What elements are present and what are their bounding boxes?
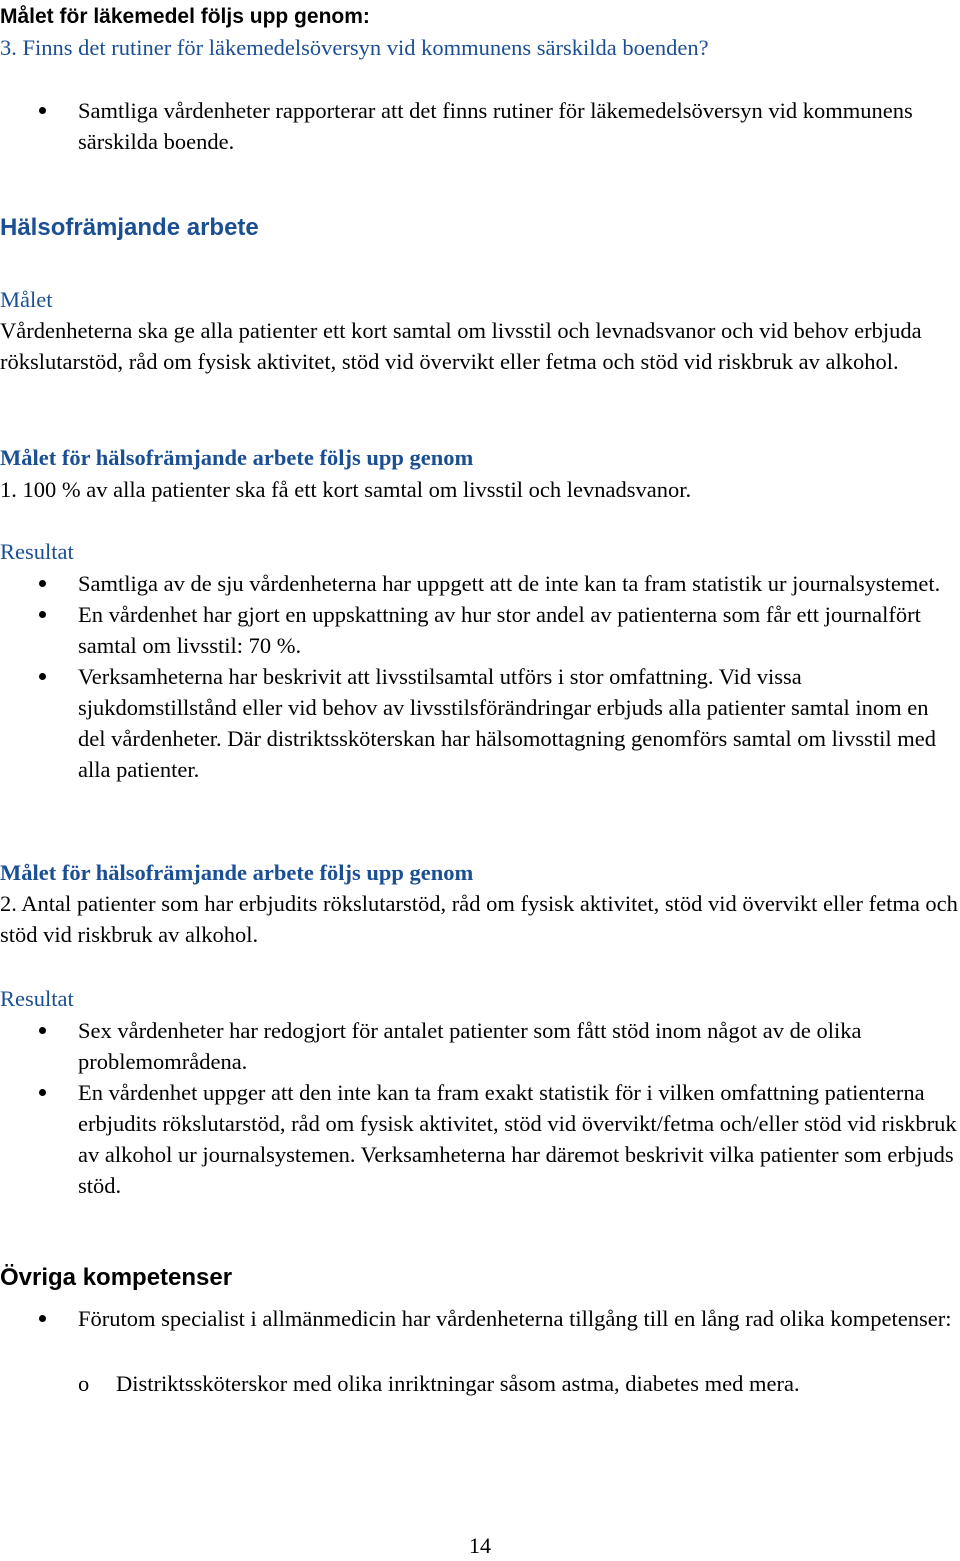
lakemedel-followup-heading: Målet för läkemedel följs upp genom: [0,5,370,28]
ovriga-sub-item [0,1368,960,1399]
sub-bullet-marker: o [78,1371,90,1396]
result-list-1 [0,568,960,785]
result-list-2 [0,1015,960,1201]
list-item: Sex vårdenheter har redogjort för antalet patienter som fått stöd inom något av de olika problemområdena. [0,1015,960,1077]
page-number: 14 [469,1533,491,1558]
followup-text-2: 2. Antal patienter som har erbjudits rökslutarstöd, råd om fysisk aktivitet, stöd vid övervikt eller fetma och stöd vid riskbruk av alkohol. [0,891,958,947]
followup-text-1: 1. 100 % av alla patienter ska få ett kort samtal om livsstil och levnadsvanor. [0,477,692,502]
list-item: En vårdenhet uppger att den inte kan ta fram exakt statistik för i vilken omfattning patienterna erbjudits rökslutarstöd, råd om fysisk aktivitet, stöd vid övervikt/fetma och/eller stöd vid riskbruk av alkohol ur journalsystemen. Verksamheterna har däremot beskrivit vilka patienter som erbjuds stöd. [0,1077,960,1201]
result-label-2: Resultat [0,986,74,1011]
sub-item-text: Distriktssköterskor med olika inriktningar såsom astma, diabetes med mera. [116,1371,800,1396]
list-item: Förutom specialist i allmänmedicin har vårdenheterna tillgång till en lång rad olika kompetenser: [0,1303,960,1334]
lakemedel-question-3: 3. Finns det rutiner för läkemedelsöversyn vid kommunens särskilda boenden? [0,35,709,60]
followup-label-1: Målet för hälsofrämjande arbete följs upp genom [0,445,474,470]
malet-label: Målet [0,287,53,312]
section-heading-ovriga: Övriga kompetenser [0,1264,233,1291]
lakemedel-result-list [0,95,960,157]
list-item: Samtliga vårdenheter rapporterar att det finns rutiner för läkemedelsöversyn vid kommunens särskilda boende. [0,95,960,157]
list-item: Verksamheterna har beskrivit att livsstilsamtal utförs i stor omfattning. Vid vissa sjukdomstillstånd eller vid behov av livsstilsförändringar erbjuds alla patienter samtal inom en del vårdenheter. Där distriktssköterskan har hälsomottagning genomförs samtal om livsstil med alla patienter. [0,661,960,785]
section-heading-halsoframjande: Hälsofrämjande arbete [0,214,259,241]
list-item: Samtliga av de sju vårdenheterna har uppgett att de inte kan ta fram statistik ur journalsystemet. [0,568,960,599]
ovriga-list [0,1303,960,1334]
malet-text: Vårdenheterna ska ge alla patienter ett kort samtal om livsstil och levnadsvanor och vid behov erbjuda rökslutarstöd, råd om fysisk aktivitet, stöd vid övervikt eller fetma och stöd vid riskbruk av alkohol. [0,318,922,374]
result-label-1: Resultat [0,539,74,564]
list-item: En vårdenhet har gjort en uppskattning av hur stor andel av patienterna som får ett journalfört samtal om livsstil: 70 %. [0,599,960,661]
followup-label-2: Målet för hälsofrämjande arbete följs upp genom [0,860,474,885]
